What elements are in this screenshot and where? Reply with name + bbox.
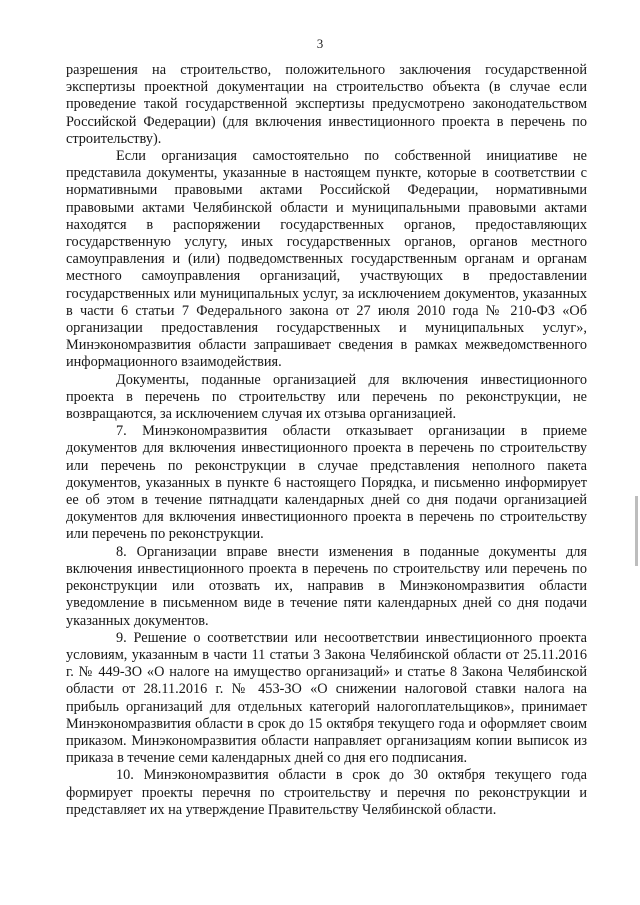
paragraph-item-10: 10. Минэкономразвития области в срок до 30 октября текущего года формирует проекты перечня по строительству и перечня по реконструкции и представляет их на утверждение Правительству Челябинской области. xyxy=(66,767,587,818)
scan-edge-mark xyxy=(635,496,638,566)
document-body xyxy=(66,62,587,819)
paragraph-interagency-request: Если организация самостоятельно по собственной инициативе не представила документы, указанные в настоящем пункте, которые в соответствии с нормативными правовыми актами Российской Федерации, нормативными правовыми актами Челябинской области и муниципальными правовыми актами находятся в распоряжении государственных органов, предоставляющих государственную услугу, иных государственных органов, органов местного самоуправления и (или) подведомственных государственным органам и органам местного самоуправления организаций, участвующих в предоставлении государственных или муниципальных услуг, за исключением документов, указанных в части 6 статьи 7 Федерального закона от 27 июля 2010 года № 210-ФЗ «Об организации предоставления государственных и муниципальных услуг», Минэкономразвития области запрашивает сведения в рамках межведомственного информационного взаимодействия. xyxy=(66,148,587,371)
paragraph-continuation: разрешения на строительство, положительного заключения государственной экспертизы проектной документации на строительство объекта (в случае если проведение такой государственной экспертизы предусмотрено законодательством Российской Федерации) (для включения инвестиционного проекта в перечень по строительству). xyxy=(66,62,587,147)
paragraph-item-7: 7. Минэкономразвития области отказывает организации в приеме документов для включения инвестиционного проекта в перечень по строительству или перечень по реконструкции в случае представления неполного пакета документов, указанных в пункте 6 настоящего Порядка, и письменно информирует ее об этом в течение пятнадцати календарных дней со дня подачи организацией документов для включения инвестиционного проекта в перечень по строительству или перечень по реконструкции. xyxy=(66,423,587,543)
paragraph-documents-not-returned: Документы, поданные организацией для включения инвестиционного проекта в перечень по строительству или перечень по реконструкции, не возвращаются, за исключением случая их отзыва организацией. xyxy=(66,371,587,423)
page-number: 3 xyxy=(316,36,324,51)
paragraph-item-9: 9. Решение о соответствии или несоответствии инвестиционного проекта условиям, указанным в части 11 статьи 3 Закона Челябинской области от 25.11.2016 г. № 449-ЗО «О налоге на имущество организаций» и статье 8 Закона Челябинской области от 28.11.2016 г. № 453-ЗО «О снижении налоговой ставки налога на прибыль организаций для отдельных категорий налогоплательщиков», принимает Минэкономразвития области в срок до 15 октября текущего года и оформляет своим приказом. Минэкономразвития области направляет организациям копии выписок из приказа в течение семи календарных дней со дня его подписания. xyxy=(66,629,587,767)
paragraph-item-8: 8. Организации вправе внести изменения в поданные документы для включения инвестиционного проекта в перечень по строительству или перечень по реконструкции или отозвать их, направив в Минэкономразвития области уведомление в письменном виде в течение пяти календарных дней со дня подачи указанных документов. xyxy=(66,543,587,629)
